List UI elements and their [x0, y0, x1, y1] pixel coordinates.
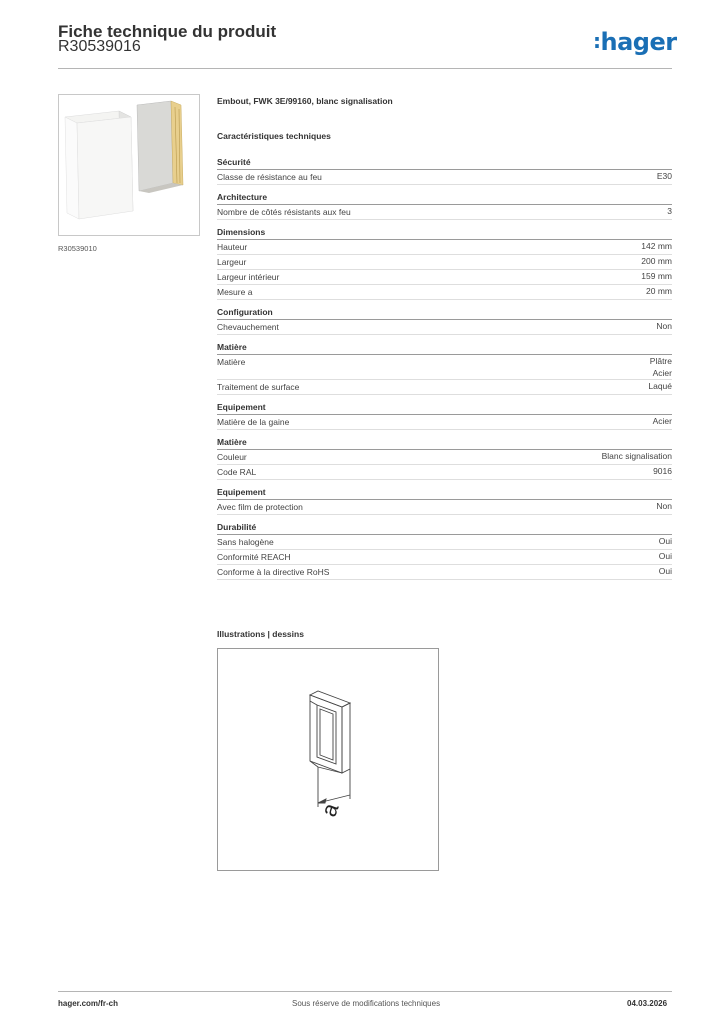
spec-label: Traitement de surface [217, 382, 300, 392]
spec-row [217, 355, 672, 380]
specs-section-title: Caractéristiques techniques [217, 131, 331, 141]
spec-value-line: 200 mm [641, 256, 672, 266]
spec-row [217, 565, 672, 580]
spec-value [646, 286, 672, 299]
spec-value-line: 159 mm [641, 271, 672, 281]
spec-group-title: Matière [217, 340, 672, 355]
spec-label: Largeur [217, 257, 247, 267]
spec-row [217, 255, 672, 270]
page-title: Fiche technique du produit [58, 22, 277, 41]
spec-row [217, 465, 672, 480]
product-reference: R30539016 [58, 38, 141, 55]
logo-text: hager [600, 28, 677, 56]
spec-value-line: Plâtre [649, 356, 672, 366]
spec-value [602, 451, 672, 464]
spec-group-title: Configuration [217, 305, 672, 320]
spec-value-line: Oui [658, 566, 672, 576]
spec-value [641, 256, 672, 269]
spec-label: Hauteur [217, 242, 248, 252]
product-photo-image [59, 95, 200, 236]
spec-group-title: Sécurité [217, 155, 672, 170]
spec-value-line: 9016 [653, 466, 672, 476]
spec-value-line: Acier [652, 416, 672, 426]
illustrations-title: Illustrations | dessins [217, 629, 304, 639]
spec-group [217, 485, 672, 515]
spec-label: Conforme à la directive RoHS [217, 567, 330, 577]
spec-group-title: Equipement [217, 485, 672, 500]
spec-value [659, 551, 672, 564]
footer-date: 04.03.2026 [627, 999, 668, 1008]
spec-value-line: Acier [652, 367, 672, 378]
spec-value [648, 381, 672, 394]
footer-divider [58, 991, 672, 992]
spec-group-title: Durabilité [217, 520, 672, 535]
spec-value [641, 271, 672, 284]
spec-group [217, 155, 672, 185]
spec-group [217, 190, 672, 220]
spec-value-line: Blanc signalisation [601, 451, 672, 461]
spec-value-line: Non [656, 501, 672, 511]
spec-label: Largeur intérieur [217, 272, 280, 282]
dimension-label: a [315, 799, 344, 820]
spec-value [659, 566, 672, 579]
spec-label: Mesure a [217, 287, 253, 297]
spec-value [653, 416, 672, 429]
spec-value-line: 20 mm [646, 286, 672, 296]
footer-website[interactable]: hager.com/fr-ch [58, 999, 119, 1008]
spec-row [217, 270, 672, 285]
spec-label: Classe de résistance au feu [217, 172, 322, 182]
spec-row [217, 535, 672, 550]
spec-value [657, 171, 672, 184]
spec-value [656, 501, 672, 514]
spec-group-title: Dimensions [217, 225, 672, 240]
brand-logo: :hager [593, 28, 677, 56]
spec-row [217, 500, 672, 515]
spec-row [217, 415, 672, 430]
spec-label: Couleur [217, 452, 247, 462]
spec-row [217, 380, 672, 395]
spec-group [217, 225, 672, 300]
spec-group [217, 520, 672, 580]
spec-value-line: Non [656, 321, 672, 331]
footer-disclaimer: Sous réserve de modifications techniques [292, 999, 441, 1008]
spec-value-line: E30 [656, 171, 672, 181]
spec-label: Nombre de côtés résistants aux feu [217, 207, 351, 217]
spec-label: Chevauchement [217, 322, 279, 332]
spec-row [217, 240, 672, 255]
spec-value-line: Laqué [648, 381, 672, 391]
spec-value [650, 356, 672, 379]
spec-value [667, 206, 672, 219]
spec-label: Matière [217, 357, 246, 367]
spec-value-line: 142 mm [641, 241, 672, 251]
spec-group [217, 435, 672, 480]
spec-row [217, 320, 672, 335]
spec-group-title: Equipement [217, 400, 672, 415]
spec-value [656, 321, 672, 334]
header-divider [58, 68, 672, 69]
specs-table [217, 155, 672, 585]
spec-value-line: Oui [658, 551, 672, 561]
spec-group [217, 400, 672, 430]
spec-value [653, 466, 672, 479]
spec-label: Avec film de protection [217, 502, 303, 512]
illustration-drawing [217, 648, 439, 871]
spec-value-line: 3 [667, 206, 672, 216]
spec-row [217, 170, 672, 185]
spec-value [641, 241, 672, 254]
spec-row [217, 205, 672, 220]
spec-row [217, 550, 672, 565]
spec-label: Code RAL [217, 467, 257, 477]
spec-group-title: Matière [217, 435, 672, 450]
spec-value-line: Oui [658, 536, 672, 546]
spec-group [217, 305, 672, 335]
product-name: Embout, FWK 3E/99160, blanc signalisation [217, 96, 393, 106]
product-photo [58, 94, 200, 236]
spec-label: Sans halogène [217, 537, 274, 547]
spec-label: Conformité REACH [217, 552, 291, 562]
spec-row [217, 285, 672, 300]
spec-value [659, 536, 672, 549]
spec-group [217, 340, 672, 395]
spec-label: Matière de la gaine [217, 417, 290, 427]
spec-row [217, 450, 672, 465]
spec-group-title: Architecture [217, 190, 672, 205]
photo-caption: R30539010 [58, 244, 97, 253]
technical-drawing [218, 649, 440, 872]
